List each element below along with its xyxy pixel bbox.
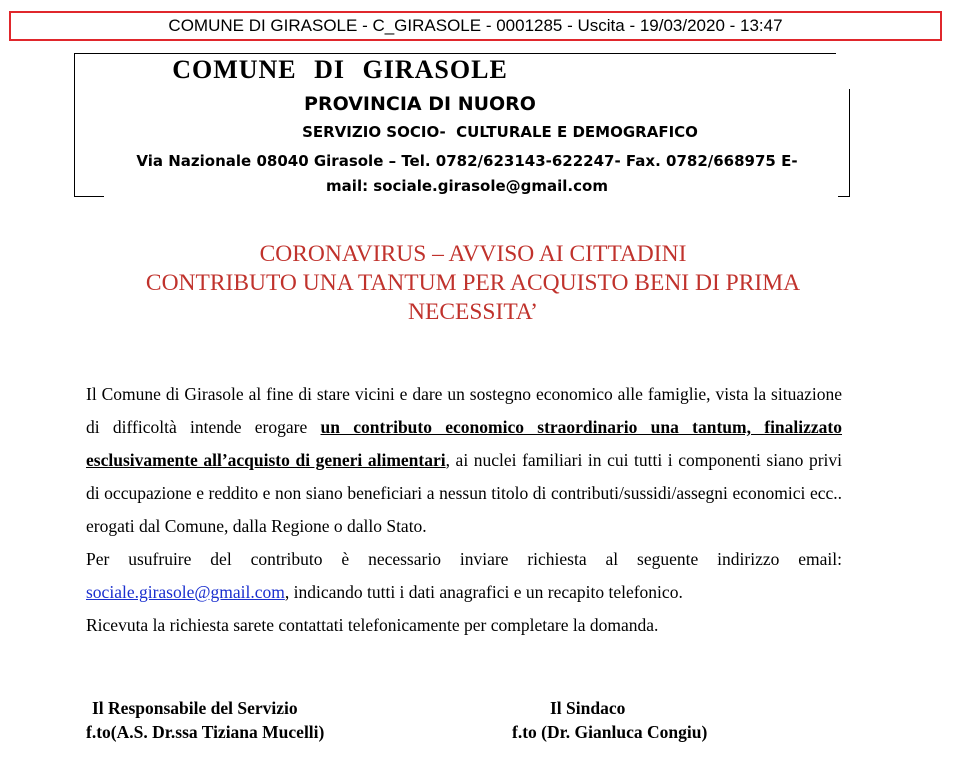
paragraph-followup: Ricevuta la richiesta sarete contattati telefonicamente per completare la domanda.	[86, 615, 659, 635]
municipality-name: COMUNE DI GIRASOLE	[172, 55, 508, 84]
signature-mayor	[512, 696, 707, 744]
notice-title-line-1: CORONAVIRUS – AVVISO AI CITTADINI	[259, 241, 687, 267]
paragraph-contribution-end: , ai nuclei familiari in cui tutti i componenti siano privi di occupazione e reddito e non siano beneficiari a nessun titolo di contributi/sussidi/assegni economici ecc.. erogati dal Comune, dalla Regione o dallo Stato.	[86, 450, 842, 536]
signature-mayor-role: Il Sindaco	[550, 698, 626, 718]
service-name: SERVIZIO SOCIO- CULTURALE E DEMOGRAFICO	[302, 123, 698, 141]
protocol-stamp: COMUNE DI GIRASOLE - C_GIRASOLE - 0001285 - Uscita - 19/03/2020 - 13:47	[9, 11, 942, 41]
letterhead-border-right	[849, 89, 850, 197]
contact-address-line-2: mail: sociale.girasole@gmail.com	[326, 177, 608, 195]
paragraph-contribution	[86, 378, 842, 543]
contact-address-line-1: Via Nazionale 08040 Girasole – Tel. 0782/623143-622247- Fax. 0782/668975 E-	[136, 152, 798, 170]
letterhead	[74, 53, 850, 197]
notice-title-line-3: NECESSITA’	[408, 299, 538, 325]
signature-responsible-name: f.to(A.S. Dr.ssa Tiziana Mucelli)	[86, 722, 325, 742]
letterhead-border-top	[74, 53, 836, 54]
province-name: PROVINCIA DI NUORO	[304, 93, 536, 115]
contact-address	[97, 149, 837, 199]
notice-title	[40, 240, 906, 327]
signature-responsible	[86, 696, 324, 744]
notice-body	[86, 378, 842, 642]
paragraph-request	[86, 543, 842, 609]
paragraph-contribution-start: Il Comune di Girasole al fine di stare vicini e dare un sostegno economico alle famiglie, vista la situazione di difficoltà intende erogare	[86, 384, 842, 437]
notice-title-line-2: CONTRIBUTO UNA TANTUM PER ACQUISTO BENI DI PRIMA	[145, 270, 801, 296]
paragraph-request-start: Per usufruire del contributo è necessario inviare richiesta al seguente indirizzo email:	[86, 549, 842, 569]
signature-responsible-role: Il Responsabile del Servizio	[92, 698, 298, 718]
letterhead-border-bottom-right	[838, 196, 850, 197]
signature-mayor-name: f.to (Dr. Gianluca Congiu)	[512, 722, 708, 742]
paragraph-request-end: , indicando tutti i dati anagrafici e un recapito telefonico.	[284, 582, 683, 602]
email-link[interactable]: sociale.girasole@gmail.com	[86, 582, 285, 602]
contribution-emphasis: un contributo economico straordinario una tantum, finalizzato esclusivamente all’acquisto di generi alimentari	[86, 417, 842, 470]
